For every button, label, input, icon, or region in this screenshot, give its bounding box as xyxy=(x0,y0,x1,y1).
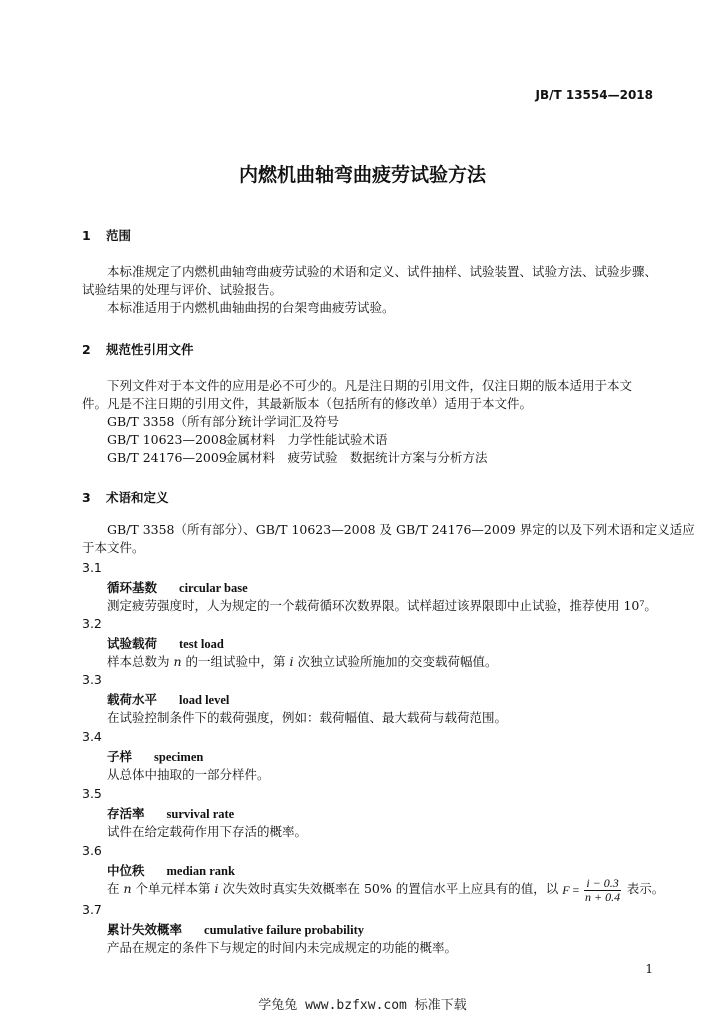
term-number: 3.5 xyxy=(82,786,102,801)
variable-i: i xyxy=(214,881,219,896)
term-definition: 试件在给定载荷作用下存活的概率。 xyxy=(107,824,308,839)
normative-reference xyxy=(107,448,488,468)
variable-n: n xyxy=(173,654,182,669)
term-definition: 产品在规定的条件下与规定的时间内未完成规定的功能的概率。 xyxy=(107,940,458,955)
definition-text: 样本总数为 xyxy=(107,654,174,669)
term-definition xyxy=(107,652,497,672)
definition-text: 个单元样本第 xyxy=(131,881,215,896)
term-number: 3.1 xyxy=(82,560,102,575)
paragraph-line: 下列文件对于本文件的应用是必不可少的。凡是注日期的引用文件，仅注日期的版本适用于本文 xyxy=(107,378,633,393)
term-english: cumulative failure probability xyxy=(204,923,364,937)
term-chinese: 存活率 xyxy=(107,806,145,821)
term-chinese: 试验载荷 xyxy=(107,636,158,651)
paragraph-line: 试验结果的处理与评价、试验报告。 xyxy=(82,282,283,297)
paragraph-line: 本标准规定了内燃机曲轴弯曲疲劳试验的术语和定义、试件抽样、试验装置、试验方法、试验步骤、 xyxy=(107,264,658,279)
definition-text: 次独立试验所施加的交变载荷幅值。 xyxy=(293,654,498,669)
section-title: 范围 xyxy=(106,228,132,243)
paragraph-line: 于本文件。 xyxy=(82,540,145,555)
term-heading xyxy=(107,804,234,822)
term-chinese: 子样 xyxy=(107,749,133,764)
term-english: circular base xyxy=(179,581,248,595)
standard-number: JB/T 13554—2018 xyxy=(535,88,653,102)
definition-text: 次失效时真实失效概率在 50% 的置信水平上应具有的值，以 xyxy=(218,881,563,896)
variable-n: n xyxy=(123,881,132,896)
term-chinese: 载荷水平 xyxy=(107,692,158,707)
term-heading xyxy=(107,747,203,765)
term-number: 3.3 xyxy=(82,672,102,687)
formula-fraction xyxy=(584,877,620,904)
normative-reference xyxy=(107,412,339,432)
reference-code: GB/T 3358（所有部分） xyxy=(107,414,250,429)
formula-lhs: F xyxy=(562,882,570,897)
section-number: 1 xyxy=(82,228,91,243)
footer-watermark: 学兔兔 www.bzfxw.com 标准下载 xyxy=(258,998,467,1013)
section-1-heading xyxy=(82,226,131,244)
formula-equals: = xyxy=(569,882,583,897)
reference-title: 金属材料 疲劳试验 数据统计方案与分析方法 xyxy=(225,450,488,465)
term-english: load level xyxy=(179,693,230,707)
term-number: 3.6 xyxy=(82,843,102,858)
paragraph-line: GB/T 3358（所有部分）、GB/T 10623—2008 及 GB/T 24176—2009 界定的以及下列术语和定义适应 xyxy=(107,522,695,537)
reference-title: 统计学词汇及符号 xyxy=(239,414,340,429)
section-number: 3 xyxy=(82,490,91,505)
term-heading xyxy=(107,634,224,652)
term-chinese: 中位秩 xyxy=(107,863,145,878)
reference-code: GB/T 10623—2008 xyxy=(107,432,227,447)
term-definition: 在试验控制条件下的载荷强度，例如：载荷幅值、最大载荷与载荷范围。 xyxy=(107,710,508,725)
section-2-heading xyxy=(82,340,194,358)
term-english: survival rate xyxy=(166,807,235,821)
term-heading xyxy=(107,690,229,708)
normative-reference xyxy=(107,430,388,450)
section-title: 术语和定义 xyxy=(106,490,169,505)
term-english: median rank xyxy=(166,864,235,878)
formula-denominator: n + 0.4 xyxy=(584,890,621,905)
paragraph-line: 件。凡是不注日期的引用文件，其最新版本（包括所有的修改单）适用于本文件。 xyxy=(82,396,533,411)
section-3-heading xyxy=(82,488,169,506)
reference-title: 金属材料 力学性能试验术语 xyxy=(225,432,388,447)
section-title: 规范性引用文件 xyxy=(106,342,194,357)
term-number: 3.4 xyxy=(82,729,102,744)
term-english: test load xyxy=(179,637,224,651)
median-rank-formula xyxy=(562,875,623,905)
definition-text: 在 xyxy=(107,881,124,896)
section-number: 2 xyxy=(82,342,91,357)
document-title: 内燃机曲轴弯曲疲劳试验方法 xyxy=(238,164,486,186)
term-heading xyxy=(107,920,364,938)
term-english: specimen xyxy=(154,750,204,764)
definition-text: 的一组试验中，第 xyxy=(181,654,290,669)
formula-numerator: i − 0.3 xyxy=(586,876,619,891)
variable-i: i xyxy=(289,654,294,669)
reference-code: GB/T 24176—2009 xyxy=(107,450,227,465)
page-number: 1 xyxy=(645,962,653,976)
term-chinese: 循环基数 xyxy=(107,580,158,595)
definition-text: 表示。 xyxy=(622,881,665,896)
term-definition: 测定疲劳强度时，人为规定的一个载荷循环次数界限。试样超过该界限即中止试验，推荐使用 10⁷。 xyxy=(107,598,657,613)
term-number: 3.2 xyxy=(82,616,102,631)
term-definition: 从总体中抽取的一部分样件。 xyxy=(107,767,270,782)
term-definition xyxy=(107,874,664,905)
term-heading xyxy=(107,578,248,596)
paragraph-line: 本标准适用于内燃机曲轴曲拐的台架弯曲疲劳试验。 xyxy=(107,300,395,315)
term-number: 3.7 xyxy=(82,902,102,917)
term-chinese: 累计失效概率 xyxy=(107,922,183,937)
